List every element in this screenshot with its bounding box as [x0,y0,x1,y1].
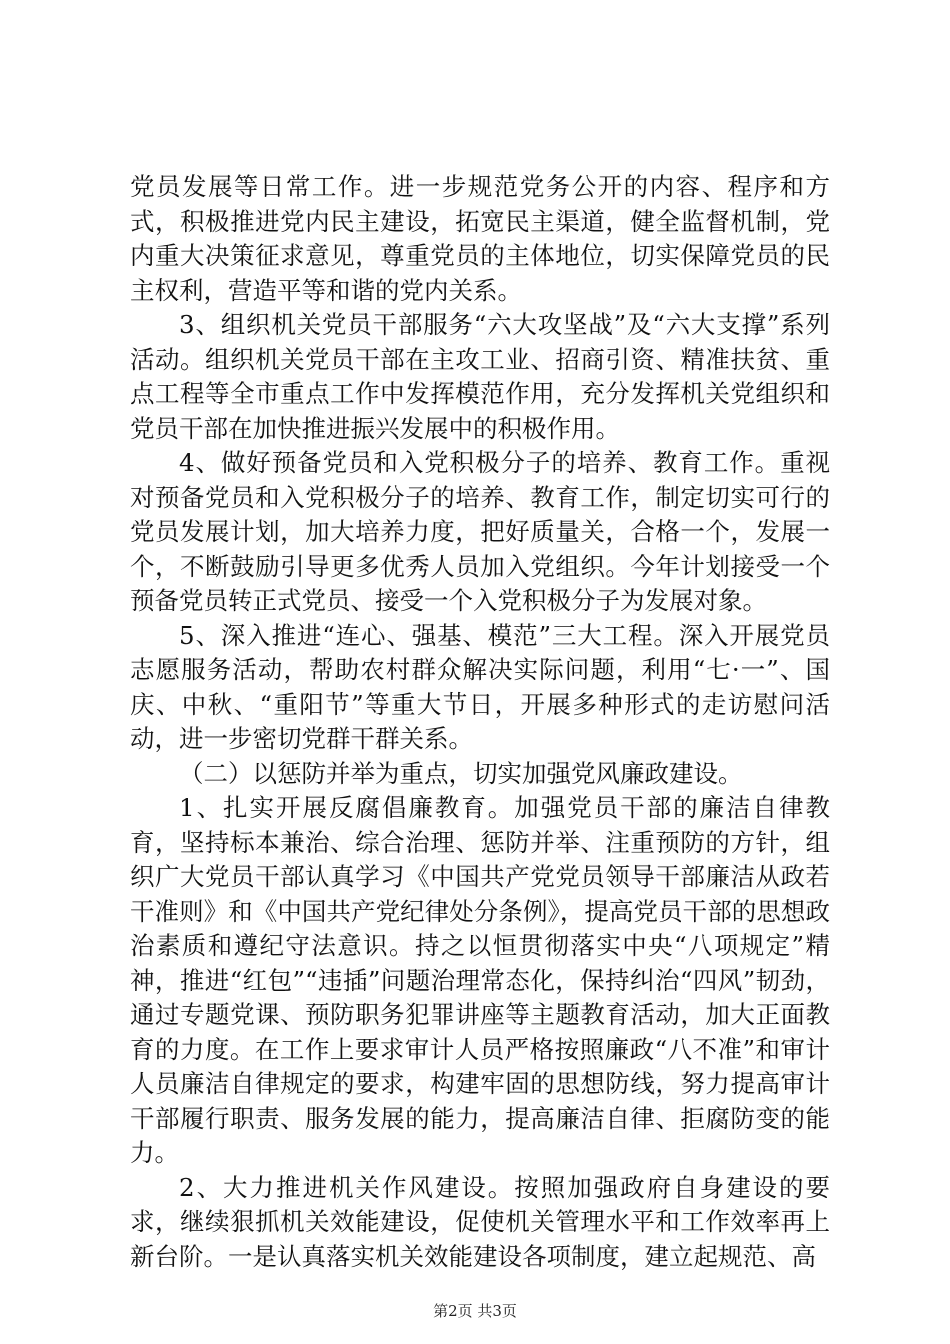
document-body [130,170,830,1274]
page-footer: 第2页 共3页 [433,1302,517,1320]
section-heading-2: （二）以惩防并举为重点，切实加强党风廉政建设。 [179,758,743,788]
paragraph-item-3: 3、组织机关党员干部服务“六大攻坚战”及“六大支撑”系列活动。组织机关党员干部在主攻工业、招商引资、精准扶贫、重点工程等全市重点工作中发挥模范作用，充分发挥机关党组织和党员干部在加快推进振兴发展中的积极作用。 [130,310,830,443]
paragraph-continued: 党员发展等日常工作。进一步规范党务公开的内容、程序和方式，积极推进党内民主建设，拓宽民主渠道，健全监督机制，党内重大决策征求意见，尊重党员的主体地位，切实保障党员的民主权利，营造平等和谐的党内关系。 [130,172,830,305]
paragraph-section2-item-2: 2、大力推进机关作风建设。按照加强政府自身建设的要求，继续狠抓机关效能建设，促使机关管理水平和工作效率再上新台阶。一是认真落实机关效能建设各项制度，建立起规范、高 [130,1172,830,1271]
paragraph-item-5: 5、深入推进“连心、强基、模范”三大工程。深入开展党员志愿服务活动，帮助农村群众解决实际问题，利用“七·一”、国庆、中秋、“重阳节”等重大节日，开展多种形式的走访慰问活动，进一步密切党群干群关系。 [130,620,830,753]
paragraph-section2-item-1: 1、扎实开展反腐倡廉教育。加强党员干部的廉洁自律教育，坚持标本兼治、综合治理、惩防并举、注重预防的方针，组织广大党员干部认真学习《中国共产党党员领导干部廉洁从政若干准则》和《中国共产党纪律处分条例》，提高党员干部的思想政治素质和遵纪守法意识。持之以恒贯彻落实中央“八项规定”精神，推进“红包”“违插”问题治理常态化，保持纠治“四风”韧劲，通过专题党课、预防职务犯罪讲座等主题教育活动，加大正面教育的力度。在工作上要求审计人员严格按照廉政“八不准”和审计人员廉洁自律规定的要求，构建牢固的思想防线，努力提高审计干部履行职责、服务发展的能力，提高廉洁自律、拒腐防变的能力。 [130,793,830,1167]
paragraph-item-4: 4、做好预备党员和入党积极分子的培养、教育工作。重视对预备党员和入党积极分子的培养、教育工作，制定切实可行的党员发展计划，加大培养力度，把好质量关，合格一个，发展一个，不断鼓励引导更多优秀人员加入党组织。今年计划接受一个预备党员转正式党员、接受一个入党积极分子为发展对象。 [130,448,830,615]
